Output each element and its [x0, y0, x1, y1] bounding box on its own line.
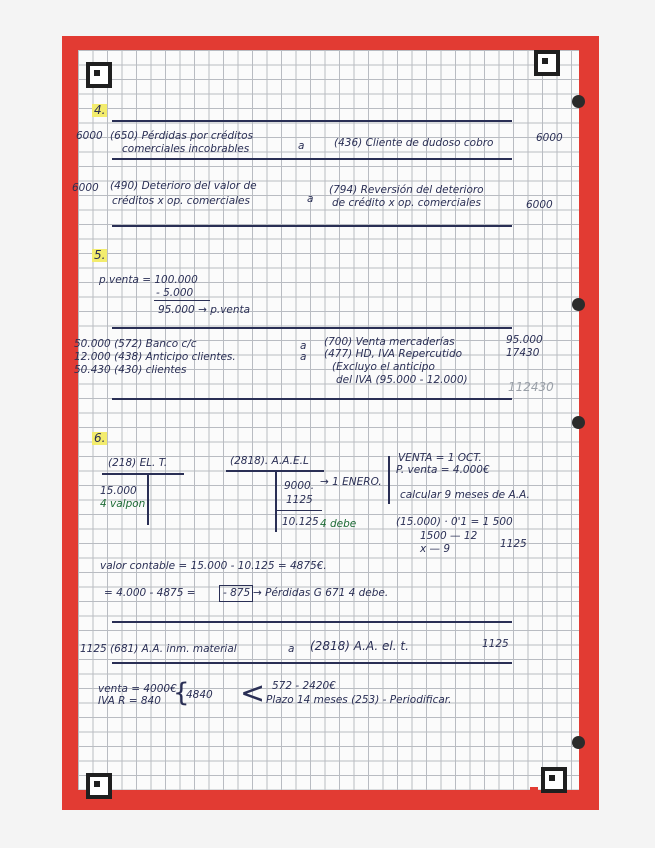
journal-separator: [112, 120, 512, 122]
amount: 6000: [526, 199, 553, 211]
a-connector: a: [298, 140, 305, 152]
calc-result: 95.000 → p.venta: [158, 304, 251, 316]
debit-line: 50.000 (572) Banco c/c: [74, 338, 197, 350]
exercise-number: 4.: [94, 103, 106, 117]
journal-separator: [112, 621, 512, 623]
t-account-stem: [275, 470, 277, 532]
credit-account: (436) Cliente de dudoso cobro: [334, 137, 494, 149]
corner-marker-icon: [534, 50, 560, 76]
t-account-title: (2818). A.A.E.L: [230, 455, 309, 467]
sale-note: P. venta = 4.000€: [396, 464, 490, 476]
debit-account-cont: créditos x op. comerciales: [112, 195, 250, 207]
debit-line: 50.430 (430) clientes: [74, 364, 187, 376]
t-account-note: 4 valpon: [100, 498, 146, 510]
loss-note: → Pérdidas G 671 4 debe.: [253, 587, 389, 599]
t-account-note: 4 debe: [320, 518, 357, 530]
depreciation-result: 1125: [500, 538, 527, 550]
loss-calc: = 4.000 - 4875 =: [104, 587, 196, 599]
credit-note: del IVA (95.000 - 12.000): [336, 374, 468, 386]
journal-separator: [112, 327, 512, 329]
t-account-value: 9000.: [284, 480, 315, 492]
split-line: 572 - 2420€: [272, 680, 336, 692]
sale-note: VENTA = 1 OCT.: [398, 452, 482, 464]
corner-marker-icon: [86, 773, 112, 799]
sale-summary: IVA R = 840: [98, 695, 161, 707]
amount-total: 112430: [508, 380, 554, 394]
amount: 17430: [506, 347, 540, 359]
a-connector: a: [288, 643, 295, 655]
t-account-value: 15.000: [100, 485, 137, 497]
t-account-bar: [102, 473, 184, 475]
sum-line: [276, 510, 322, 511]
amount: 6000: [536, 132, 563, 144]
corner-marker-icon: [86, 62, 112, 88]
corner-marker-icon: [541, 767, 567, 793]
credit-line: (700) Venta mercaderías: [324, 336, 455, 348]
depreciation-calc: (15.000) · 0'1 = 1 500: [396, 516, 513, 528]
journal-separator: [112, 398, 512, 400]
brace-icon: {: [173, 678, 190, 708]
split-line: Plazo 14 meses (253) - Periodificar.: [266, 694, 452, 706]
amount: 95.000: [506, 334, 543, 346]
credit-line: (2818) A.A. el. t.: [310, 639, 409, 653]
debit-account: (490) Deterioro del valor de: [110, 180, 257, 192]
amount: 6000: [72, 182, 99, 194]
credit-note: (Excluyo el anticipo: [332, 361, 435, 373]
split-arrow-icon: <: [240, 676, 266, 711]
binder-hole: [572, 736, 585, 749]
credit-line: (477) HD, IVA Repercutido: [324, 348, 463, 360]
exercise-number: 6.: [94, 431, 106, 445]
debit-account: (650) Pérdidas por créditos: [110, 130, 254, 142]
journal-separator: [112, 158, 512, 160]
binder-hole: [572, 298, 585, 311]
debit-account-cont: comerciales incobrables: [122, 143, 250, 155]
calc-line: - 5.000: [156, 287, 194, 299]
book-value: valor contable = 15.000 - 10.125 = 4875€.: [100, 560, 327, 572]
debit-line: 1125 (681) A.A. inm. material: [80, 643, 237, 655]
depreciation-calc: x — 9: [420, 543, 451, 555]
grid-paper: [78, 50, 579, 790]
journal-separator: [112, 662, 512, 664]
a-connector: a: [300, 340, 307, 352]
sale-summary: venta = 4000€: [98, 683, 177, 695]
t-account-title: (218) EL. T.: [108, 457, 168, 469]
credit-account-cont: de crédito x op. comerciales: [332, 197, 481, 209]
sale-note: calcular 9 meses de A.A.: [400, 489, 530, 501]
t-account-total: 10.125: [282, 516, 319, 528]
binder-hole: [572, 95, 585, 108]
bracket: [388, 456, 390, 504]
journal-separator: [112, 225, 512, 227]
debit-line: 12.000 (438) Anticipo clientes.: [74, 351, 236, 363]
amount: 1125: [482, 638, 509, 650]
exercise-number: 5.: [94, 248, 106, 262]
red-marker: [113, 790, 121, 798]
a-connector: a: [300, 351, 307, 363]
t-account-stem: [147, 473, 149, 525]
t-account-note: → 1 ENERO.: [320, 476, 382, 488]
calc-line: p.venta = 100.000: [99, 274, 198, 286]
loss-value: - 875: [223, 587, 251, 599]
sale-total: 4840: [186, 689, 213, 701]
binder-hole: [572, 416, 585, 429]
depreciation-calc: 1500 — 12: [420, 530, 478, 542]
sum-line: [154, 300, 210, 301]
amount: 6000: [76, 130, 103, 142]
a-connector: a: [307, 193, 314, 205]
t-account-value: 1125: [286, 494, 313, 506]
credit-account: (794) Reversión del deterioro: [329, 184, 484, 196]
red-marker: [530, 787, 538, 795]
